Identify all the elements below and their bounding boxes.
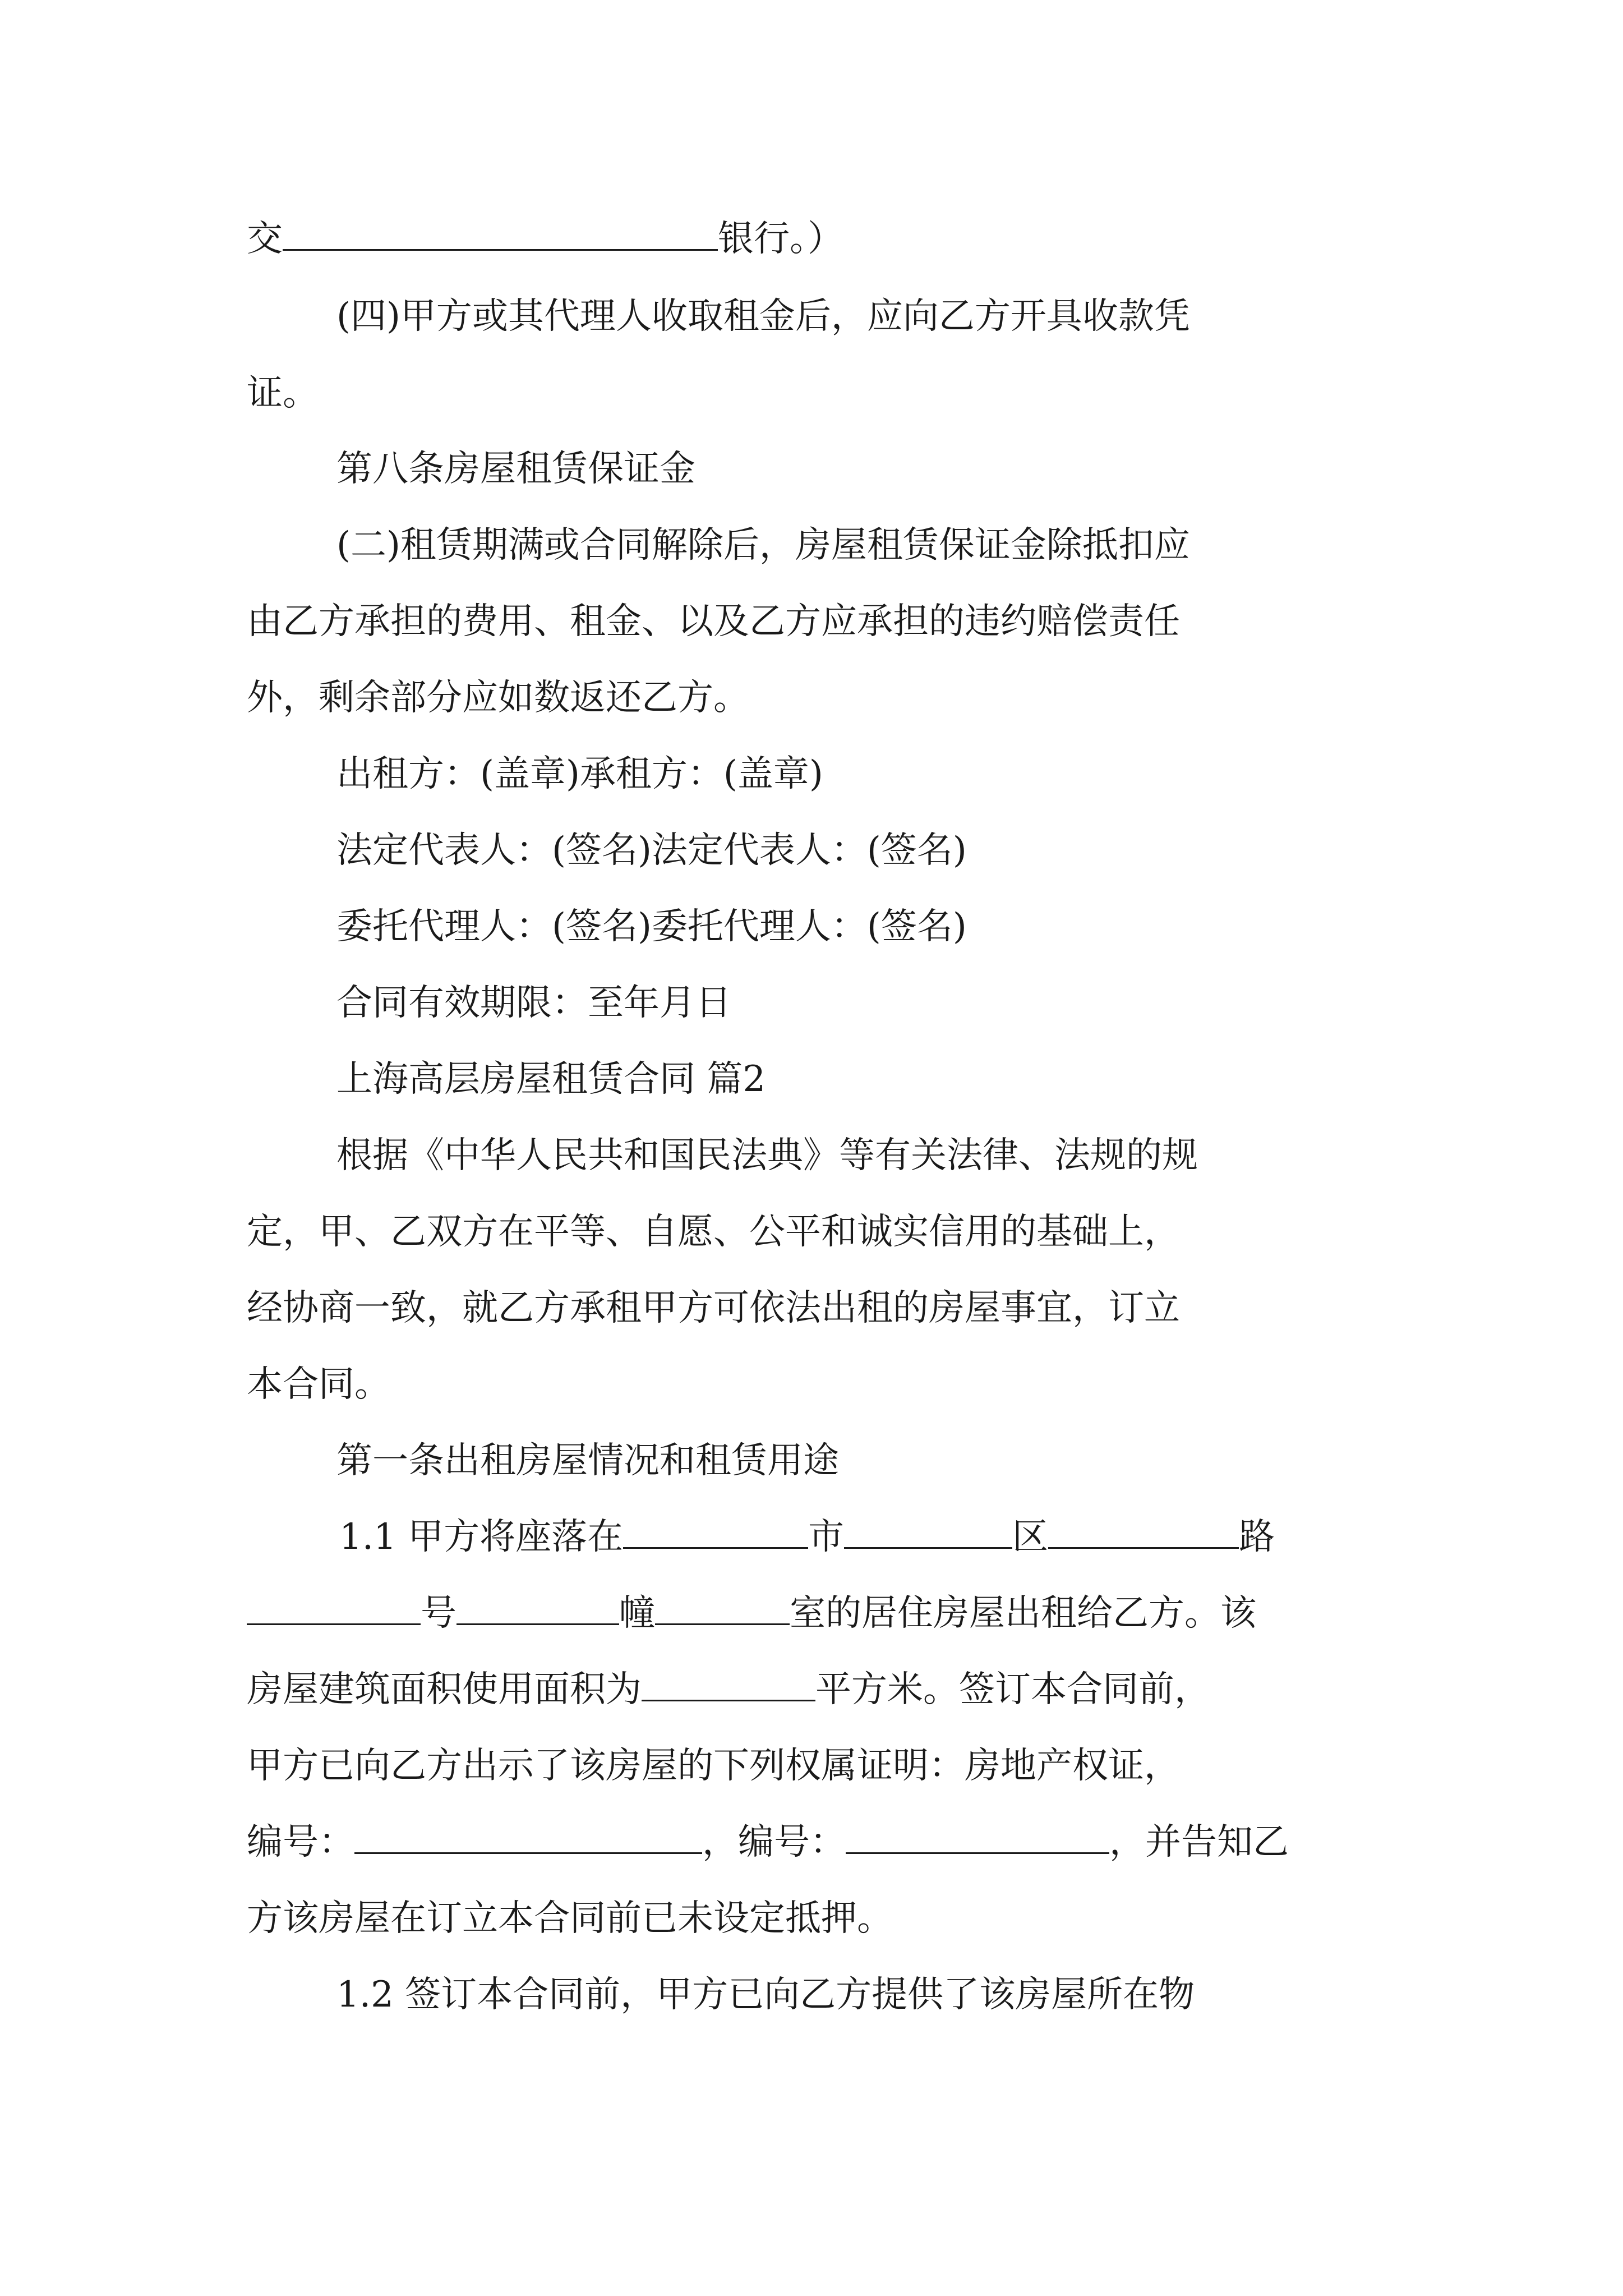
text-line: 外，剩余部分应如数返还乙方。 — [247, 677, 749, 719]
text-line: 经协商一致，就乙方承租甲方可依法出租的房屋事宜，订立 — [247, 1287, 1180, 1329]
text-line: 甲方已向乙方出示了该房屋的下列权属证明：房地产权证， — [247, 1745, 1180, 1787]
fill-blank-area[interactable] — [642, 1667, 815, 1701]
text-line: (二)租赁期满或合同解除后，房屋租赁保证金除抵扣应 — [336, 524, 1190, 566]
text-line: 编号： ，编号： ，并告知乙 — [247, 1820, 1289, 1865]
fill-blank-building[interactable] — [457, 1591, 619, 1625]
text-line: 由乙方承担的费用、租金、以及乙方应承担的违约赔偿责任 — [247, 601, 1180, 642]
signature-line-agent: 委托代理人：(签名)委托代理人：(签名) — [336, 906, 967, 947]
text-line: 定，甲、乙双方在平等、自愿、公平和诚实信用的基础上， — [247, 1211, 1180, 1253]
text-line: 交 银行。） — [247, 217, 843, 261]
section-heading: 第一条出租房屋情况和租赁用途 — [336, 1440, 839, 1481]
signature-line-representative: 法定代表人：(签名)法定代表人：(签名) — [336, 830, 967, 871]
fill-blank-certificate-number-2[interactable] — [846, 1820, 1109, 1854]
fill-blank-certificate-number-1[interactable] — [354, 1820, 702, 1854]
fill-blank-number[interactable] — [247, 1591, 421, 1625]
text-line: 房屋建筑面积使用面积为 平方米。签订本合同前， — [247, 1667, 1210, 1712]
fill-blank-room[interactable] — [655, 1591, 790, 1625]
text-line: 证。 — [247, 372, 319, 414]
text-line: 本合同。 — [247, 1364, 390, 1405]
text-line: 根据《中华人民共和国民法典》等有关法律、法规的规 — [336, 1135, 1198, 1176]
section-title: 上海高层房屋租赁合同 篇2 — [336, 1059, 766, 1100]
text-line: (四)甲方或其代理人收取租金后，应向乙方开具收款凭 — [336, 296, 1190, 337]
fill-blank-district[interactable] — [844, 1515, 1012, 1549]
section-heading: 第八条房屋租赁保证金 — [336, 448, 695, 490]
text-line: 1.1 甲方将座落在 市 区 路 — [339, 1515, 1275, 1559]
text-line: 号 幢 室的居住房屋出租给乙方。该 — [247, 1591, 1256, 1636]
signature-line-party: 出租方：(盖章)承租方：(盖章) — [336, 753, 823, 795]
text-line: 1.2 签订本合同前，甲方已向乙方提供了该房屋所在物 — [336, 1974, 1195, 2016]
contract-validity-line: 合同有效期限：至年月日 — [336, 982, 731, 1024]
text-line: 方该房屋在订立本合同前已未设定抵押。 — [247, 1898, 893, 1939]
fill-blank-road[interactable] — [1048, 1515, 1239, 1549]
fill-blank-city[interactable] — [623, 1515, 808, 1549]
fill-blank-bank[interactable] — [283, 217, 718, 251]
